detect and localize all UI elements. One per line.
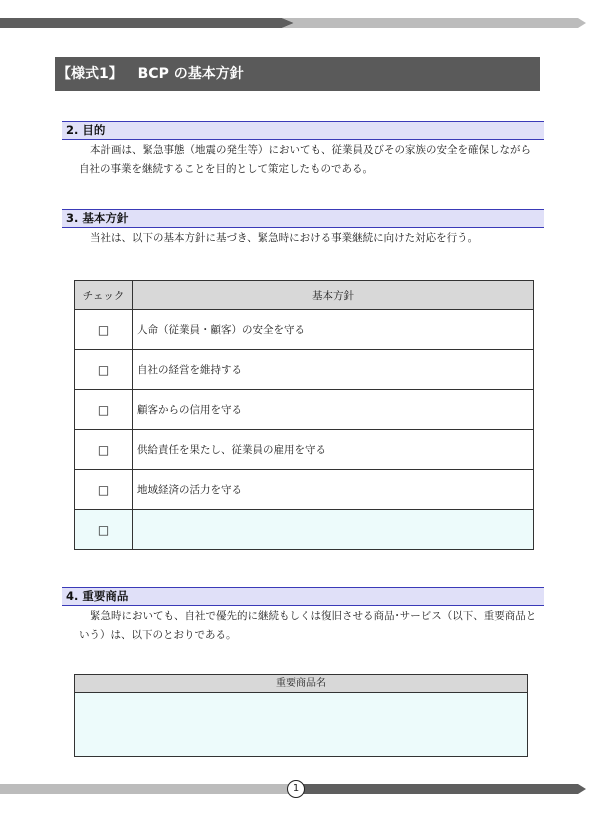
checkbox[interactable]: □: [75, 310, 133, 350]
table-row: [75, 470, 534, 510]
checkbox[interactable]: □: [75, 470, 133, 510]
important-products-input[interactable]: [75, 693, 527, 757]
policy-item: 人命（従業員・顧客）の安全を守る: [133, 310, 534, 350]
products-text: 緊急時においても、自社で優先的に継続もしくは復旧させる商品･サービス（以下、重要商品という）は、以下のとおりである。: [79, 610, 537, 641]
column-header-check: チェック: [75, 281, 133, 310]
policy-item: 自社の経営を維持する: [133, 350, 534, 390]
table-row: [75, 310, 534, 350]
section-heading-policy: 3. 基本方針: [62, 209, 544, 228]
important-products-header: 重要商品名: [75, 675, 527, 693]
policy-item-input[interactable]: [133, 510, 534, 550]
important-products-box: [74, 674, 528, 757]
header-band-decoration: [0, 15, 594, 31]
column-header-policy: 基本方針: [133, 281, 534, 310]
page-title: BCP の基本方針: [137, 66, 244, 82]
table-row: [75, 430, 534, 470]
policy-item: 供給責任を果たし、従業員の雇用を守る: [133, 430, 534, 470]
table-row: [75, 350, 534, 390]
policy-item: 顧客からの信用を守る: [133, 390, 534, 430]
section-heading-products: 4. 重要商品: [62, 587, 544, 606]
form-title-bar: [55, 57, 540, 91]
checkbox[interactable]: □: [75, 350, 133, 390]
checkbox[interactable]: □: [75, 430, 133, 470]
policy-intro-text: 当社は、以下の基本方針に基づき、緊急時における事業継続に向けた対応を行う。: [90, 232, 479, 244]
checkbox[interactable]: □: [75, 510, 133, 550]
form-number-label: 【様式1】: [57, 66, 123, 82]
policy-table: [74, 280, 534, 550]
purpose-text: 本計画は、緊急事態（地震の発生等）においても、従業員及びその家族の安全を確保しながら自社の事業を継続することを目的として策定したものである。: [79, 144, 531, 175]
table-row: [75, 390, 534, 430]
section-heading-purpose: 2. 目的: [62, 121, 544, 140]
purpose-paragraph: [79, 141, 540, 179]
checkbox[interactable]: □: [75, 390, 133, 430]
page-number: 1: [287, 780, 305, 798]
policy-table-header: [75, 281, 534, 310]
policy-paragraph: [79, 229, 540, 248]
policy-item: 地域経済の活力を守る: [133, 470, 534, 510]
products-paragraph: [79, 607, 540, 645]
table-row: [75, 510, 534, 550]
